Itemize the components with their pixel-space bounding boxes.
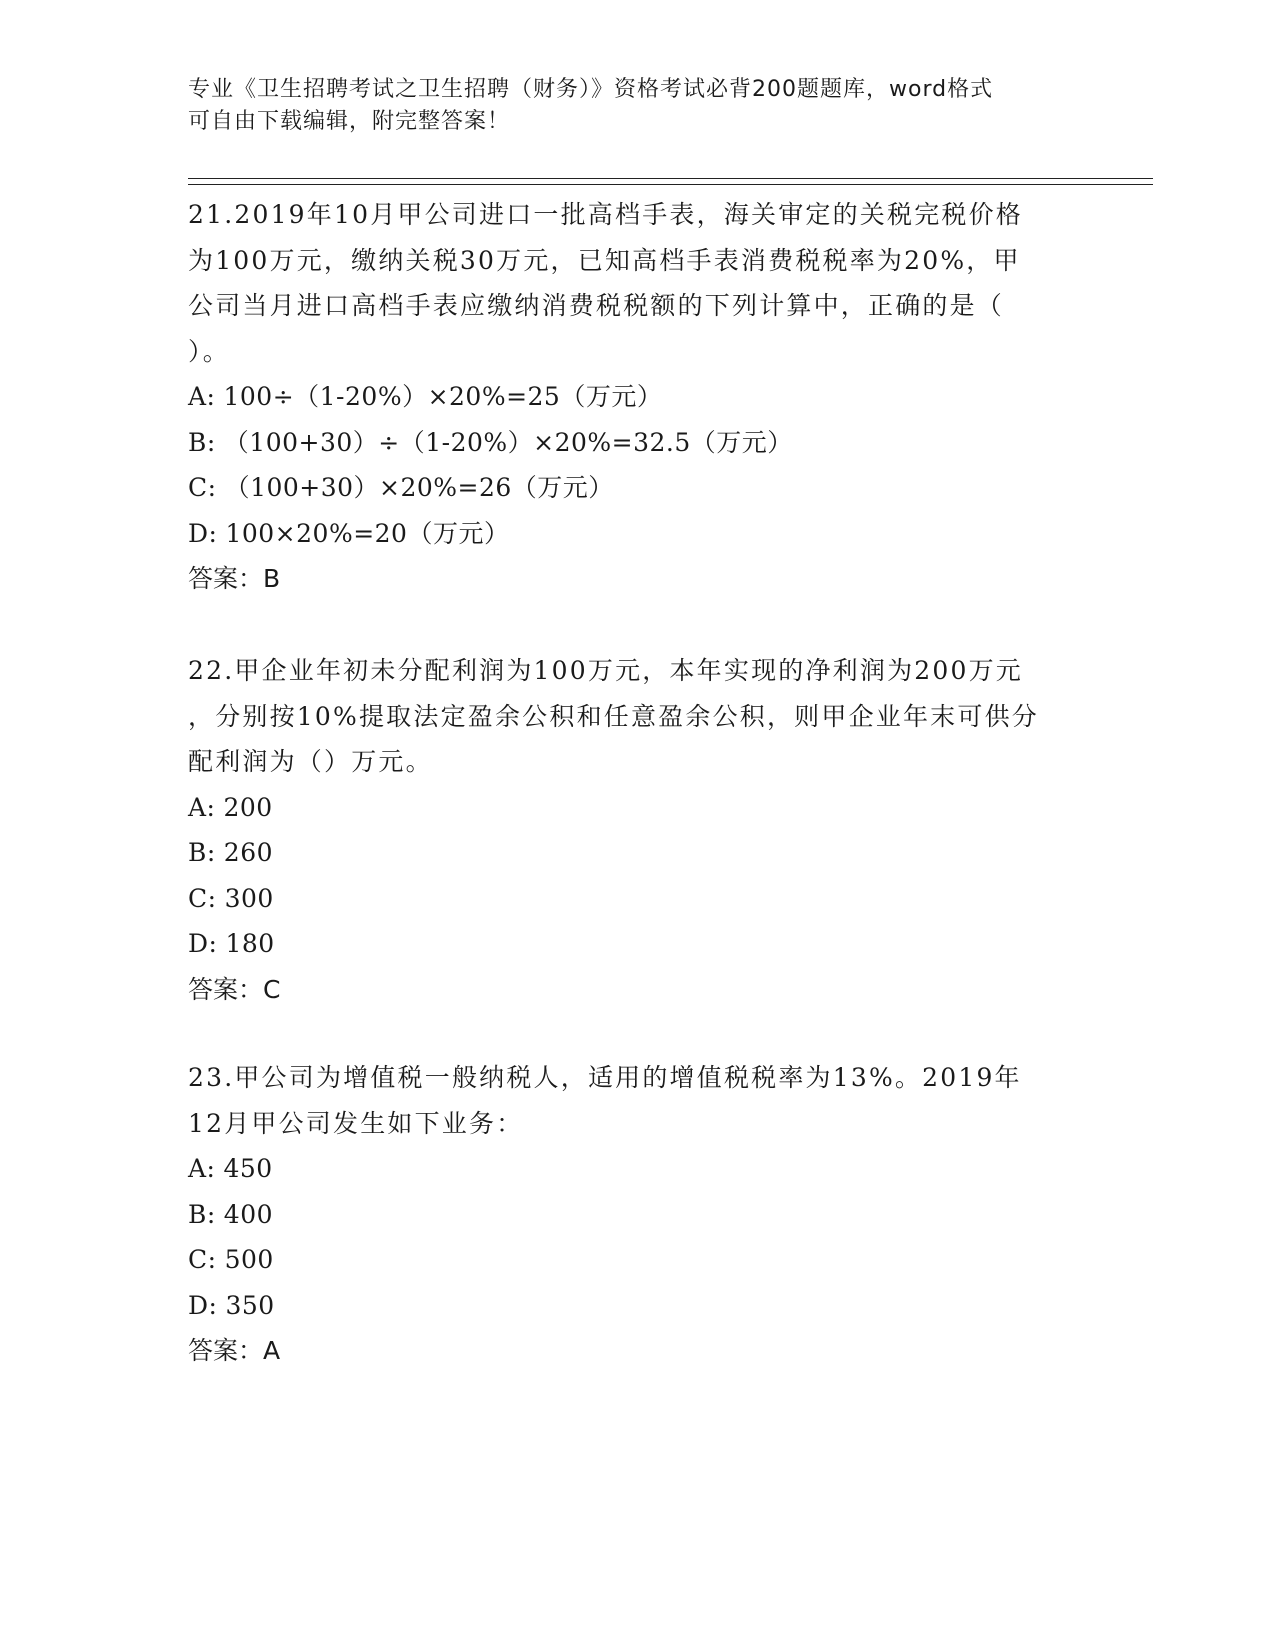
- option-text: 350: [225, 1290, 275, 1320]
- option-key: C:: [188, 883, 217, 913]
- option-d: [188, 511, 1078, 557]
- header-line-1: 专业《卫生招聘考试之卫生招聘（财务）》资格考试必背200题题库，word格式: [188, 77, 994, 102]
- stem-line: 配利润为（）万元。: [188, 747, 433, 776]
- option-key: B:: [188, 838, 216, 867]
- option-text: 500: [224, 1245, 274, 1274]
- question-stem: [188, 192, 1078, 374]
- question-21: [188, 192, 1078, 602]
- option-text: （100+30）÷（1-20%）×20%=32.5（万元）: [223, 427, 793, 457]
- option-text: 400: [223, 1199, 274, 1229]
- question-23: [188, 1055, 1078, 1374]
- option-key: D:: [188, 929, 218, 958]
- option-a: [188, 1146, 1078, 1192]
- question-22: [188, 648, 1078, 1012]
- stem-line: ）。: [188, 336, 230, 366]
- option-a: [188, 785, 1078, 831]
- option-text: 300: [224, 883, 274, 913]
- stem-line: 21.2019年10月甲公司进口一批高档手表，海关审定的关税完税价格: [188, 200, 1023, 229]
- option-text: 100÷（1-20%）×20%=25（万元）: [223, 382, 663, 411]
- option-text: 100×20%=20（万元）: [225, 518, 510, 548]
- stem-line: 22.甲企业年初未分配利润为100万元，本年实现的净利润为200万元: [188, 656, 1023, 685]
- option-key: A:: [188, 1154, 216, 1183]
- stem-line: 23.甲公司为增值税一般纳税人，适用的增值税税率为13%。2019年: [188, 1063, 1022, 1092]
- stem-line: 为100万元，缴纳关税30万元，已知高档手表消费税税率为20%，甲: [188, 245, 1021, 275]
- option-c: [188, 876, 1078, 922]
- option-a: [188, 374, 1078, 420]
- stem-line: 12月甲公司发生如下业务：: [188, 1108, 524, 1138]
- option-b: [188, 420, 1078, 466]
- option-text: 260: [223, 838, 274, 867]
- document-header: [188, 74, 1068, 138]
- option-text: （100+30）×20%=26（万元）: [224, 473, 614, 502]
- option-key: A:: [188, 382, 216, 411]
- header-divider-top: [188, 178, 1153, 179]
- option-d: [188, 921, 1078, 967]
- answer-line: 答案：B: [188, 564, 281, 593]
- option-text: 200: [223, 792, 273, 822]
- answer-line: 答案：C: [188, 974, 281, 1004]
- option-text: 180: [225, 929, 275, 958]
- question-stem: [188, 1055, 1078, 1146]
- option-b: [188, 1192, 1078, 1238]
- question-stem: [188, 648, 1078, 785]
- option-c: [188, 1237, 1078, 1283]
- option-text: 450: [223, 1154, 273, 1183]
- option-key: B:: [188, 427, 216, 457]
- option-key: A:: [188, 792, 216, 822]
- option-key: D:: [188, 1290, 218, 1320]
- option-c: [188, 465, 1078, 511]
- option-key: B:: [188, 1199, 216, 1229]
- option-d: [188, 1283, 1078, 1329]
- header-divider-bottom: [188, 184, 1153, 185]
- option-key: C:: [188, 1245, 217, 1274]
- option-key: D:: [188, 518, 218, 548]
- stem-line: ，分别按10%提取法定盈余公积和任意盈余公积，则甲企业年末可供分: [188, 701, 1039, 731]
- option-key: C:: [188, 473, 217, 502]
- header-line-2: 可自由下载编辑，附完整答案！: [188, 109, 511, 134]
- answer-line: 答案：A: [188, 1336, 281, 1365]
- stem-line: 公司当月进口高档手表应缴纳消费税税额的下列计算中，正确的是（: [188, 291, 1005, 320]
- option-b: [188, 830, 1078, 876]
